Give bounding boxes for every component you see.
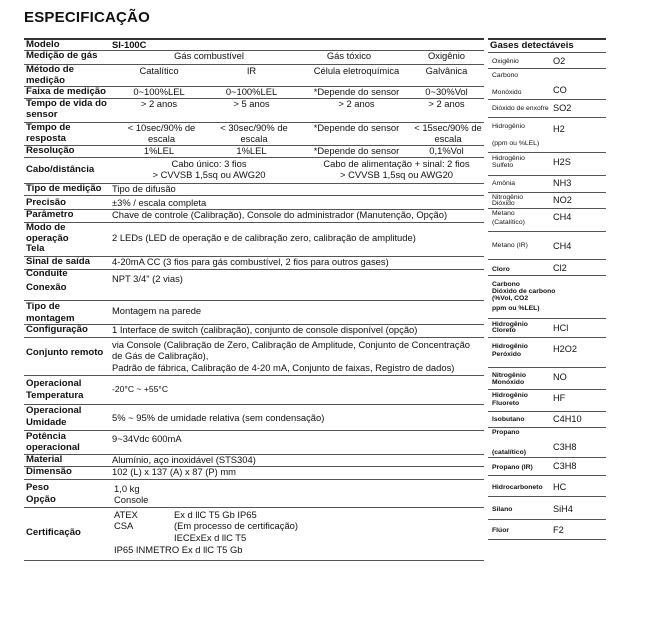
page-title: ESPECIFICAÇÃO (24, 9, 150, 26)
value: ±3% / escala completa (112, 197, 207, 208)
gas-formula: HC (553, 482, 567, 492)
gas-name: Dióxido (492, 200, 515, 207)
label: Operacional Umidade (26, 405, 82, 428)
cell-oxigenio: Oxigênio (427, 50, 465, 61)
row-sinal (24, 257, 484, 270)
label: Sinal de saída (26, 256, 90, 267)
gas-name: Hidrogênio (492, 392, 528, 399)
label-resposta: Tempo de resposta (26, 122, 71, 144)
gases-table (488, 38, 606, 540)
gas-name: Fluoreto (492, 400, 520, 407)
row-material (24, 455, 484, 467)
cell: > 5 anos (233, 98, 270, 109)
gas-row (488, 53, 606, 69)
value: Alumínio, aço inoxidável (STS304) (112, 454, 256, 465)
label: Precisão (26, 197, 67, 208)
gas-row (488, 412, 606, 428)
cell: > 2 anos (428, 98, 465, 109)
gas-formula: CH4 (553, 212, 572, 222)
cell: Catalítico (139, 65, 179, 76)
value: 1,0 kg (114, 483, 140, 494)
cell: > 2 anos (338, 98, 375, 109)
gas-name: Isobutano (492, 416, 525, 423)
row-tipo-medicao (24, 184, 484, 196)
gas-formula: NH3 (553, 178, 572, 188)
label: Conduite Conexão (26, 268, 68, 293)
cert-line: Ex d llC T5 Gb IP65 (174, 509, 257, 520)
gas-name: Silano (492, 506, 513, 513)
cert-line: (Em processo de certificação) (174, 520, 299, 531)
gas-row (488, 390, 606, 412)
cell: < 15sec/90% de escala (414, 122, 482, 144)
gas-name: (ppm ou %LEL) (492, 140, 540, 147)
label: Dimensão (26, 466, 72, 477)
gas-row (488, 458, 606, 476)
gas-name: Sulfeto (492, 162, 514, 169)
row-potencia (24, 431, 484, 455)
cell: *Depende do sensor (313, 122, 400, 133)
label: Conjunto remoto (26, 347, 104, 358)
gas-name: Propano (IR) (492, 464, 533, 471)
gas-row (488, 428, 606, 458)
gas-row (488, 520, 606, 540)
label: Configuração (26, 324, 88, 335)
gas-formula: H2O2 (553, 344, 578, 354)
gas-name: Hidrogênio (492, 123, 525, 130)
gas-formula: O2 (553, 56, 566, 66)
gas-formula: CH4 (553, 241, 572, 251)
gas-name: Cloro (492, 266, 510, 273)
gas-row (488, 193, 606, 209)
label: Certificação (26, 527, 81, 538)
cell-gas-toxico: Gás tóxico (326, 50, 372, 61)
gas-formula: NO (553, 372, 567, 382)
gas-name: Monóxido (492, 89, 522, 96)
label: Material (26, 454, 63, 465)
value: Padrão de fábrica, Calibração de 4-20 mA, Conjunto de faixas, Registro de dados) (112, 362, 455, 373)
gas-name: Nitrogênio (492, 194, 523, 201)
value: 2 LEDs (LED de operação e de calibração zero, calibração de amplitude) (112, 232, 416, 243)
gas-formula: F2 (553, 525, 564, 535)
label: Potência operacional (26, 431, 80, 453)
label: Opção (26, 494, 56, 505)
gas-formula: CO (553, 85, 567, 95)
gas-formula: NO2 (553, 195, 572, 205)
gas-row (488, 276, 606, 319)
label: Operacional Temperatura (26, 378, 84, 401)
value: -20°C ~ +55°C (112, 384, 169, 394)
gas-name: Cloreto (492, 327, 516, 334)
gas-row (488, 118, 606, 153)
cell: 0,1%Vol (429, 145, 464, 156)
gas-name: Metano (IR) (492, 242, 528, 249)
row-cabo (24, 158, 484, 184)
gas-row (488, 368, 606, 390)
gas-name: Flúor (492, 527, 509, 534)
cell: < 30sec/90% de escala (220, 122, 288, 144)
cert-line: CSA (114, 520, 134, 531)
gas-row (488, 476, 606, 497)
value: via Console (Calibração de Zero, Calibração de Amplitude, Conjunto de Concentração de Gás de Calibração), (112, 339, 471, 361)
cert-line: IP65 INMETRO Ex d llC T5 Gb (114, 544, 243, 555)
gas-formula: SiH4 (553, 504, 573, 514)
gas-formula: C3H8 (553, 442, 577, 452)
gas-name: Dióxido de enxofre (492, 105, 549, 112)
cell: > CVVSB 1,5sq ou AWG20 (340, 169, 453, 180)
label: Tipo de montagem (26, 301, 75, 324)
cell: IR (246, 65, 257, 76)
row-dimensao (24, 467, 484, 480)
label: Parâmetro (26, 209, 74, 220)
cell: Cabo único: 3 fios (171, 158, 247, 169)
row-precisao (24, 196, 484, 210)
gas-name: Metano (492, 210, 515, 217)
label: Peso (26, 482, 49, 493)
row-vida (24, 99, 484, 123)
spec-table (24, 38, 484, 561)
gas-name: Oxigênio (492, 58, 519, 65)
cell: > 2 anos (140, 98, 178, 109)
cell: *Depende do sensor (313, 145, 400, 156)
gas-formula: Cl2 (553, 263, 567, 273)
value: Console (114, 494, 149, 505)
cell-gas-combustivel: Gás combustível (174, 50, 244, 61)
value: 102 (L) x 137 (A) x 87 (P) mm (112, 466, 236, 477)
gases-header: Gases detectáveis (488, 38, 606, 53)
row-modo (24, 223, 484, 257)
cell: Célula eletroquímica (313, 65, 400, 76)
row-parametro (24, 210, 484, 223)
label-medicao: Medição de gás (26, 50, 98, 61)
row-configuracao (24, 325, 484, 338)
row-resolucao (24, 146, 484, 158)
cell: 1%LEL (236, 145, 267, 156)
gas-formula: C4H10 (553, 414, 582, 424)
label-modelo: Modelo (26, 39, 60, 50)
gas-row (488, 497, 606, 520)
label-resolucao: Resolução (26, 145, 75, 156)
gas-row (488, 319, 606, 338)
gas-name: ppm ou %LEL) (492, 305, 540, 312)
value: Tipo de difusão (112, 183, 176, 194)
cell: 0~30%Vol (425, 86, 468, 97)
row-op-umid (24, 405, 484, 431)
row-conduite (24, 270, 484, 301)
gas-row (488, 232, 606, 260)
gas-name: Dióxido de carbono (492, 288, 556, 295)
gas-row (488, 260, 606, 276)
gas-row (488, 338, 606, 368)
label-metodo: Método de medição (26, 64, 74, 86)
row-medicao (24, 51, 484, 65)
gas-name: Hidrogênio (492, 155, 525, 162)
gas-name: Propano (492, 429, 520, 436)
gas-name: (catalítico) (492, 449, 526, 456)
row-montagem (24, 301, 484, 325)
row-op-temp (24, 376, 484, 405)
cell: > CVVSB 1,5sq ou AWG20 (152, 169, 266, 180)
label: Modo de operação Tela (26, 222, 69, 254)
cell: 0~100%LEL (133, 86, 185, 97)
gas-formula: HCl (553, 323, 569, 333)
value-modelo: SI-100C (112, 39, 147, 50)
gas-row (488, 176, 606, 193)
gas-formula: HF (553, 393, 566, 403)
cell: < 10sec/90% de escala (127, 122, 196, 144)
label-faixa: Faixa de medição (26, 86, 106, 97)
gas-formula: C3H8 (553, 461, 577, 471)
gas-name: (%Vol, CO2 (492, 295, 529, 302)
value: 1 Interface de switch (calibração), conjunto de console disponível (opção) (112, 324, 418, 335)
gas-row (488, 69, 606, 100)
gas-name: Monóxido (492, 379, 525, 386)
cell: 1%LEL (143, 145, 175, 156)
value: Chave de controle (Calibração), Console do administrador (Manutenção, Opção) (112, 209, 448, 220)
gas-name: Amônia (492, 180, 516, 187)
value: NPT 3/4" (2 vias) (112, 273, 183, 284)
gas-row (488, 209, 606, 232)
row-remoto (24, 338, 484, 376)
label-vida: Tempo de vida do sensor (26, 98, 107, 120)
gas-formula: H2 (553, 124, 565, 134)
row-peso-opcao (24, 480, 484, 507)
gas-formula: SO2 (553, 103, 572, 113)
gas-name: Carbono (492, 281, 520, 288)
gas-row (488, 153, 606, 176)
gas-formula: H2S (553, 157, 571, 167)
label-cabo: Cabo/distância (26, 164, 95, 175)
cert-line: ATEX (114, 509, 138, 520)
cell: *Depende do sensor (313, 86, 400, 97)
value: 9~34Vdc 600mA (112, 433, 182, 444)
gas-name: Peróxido (492, 351, 522, 358)
row-resposta (24, 123, 484, 146)
label: Tipo de medição (26, 183, 102, 194)
cell: 0~100%LEL (225, 86, 278, 97)
value: 4-20mA CC (3 fios para gás combustível, 2 fios para outros gases) (112, 256, 389, 267)
gas-name: Hidrocarboneto (492, 484, 543, 491)
cert-line: IECExEx d llC T5 (174, 532, 247, 543)
cell: Galvânica (425, 65, 468, 76)
row-metodo (24, 65, 484, 87)
gas-name: Nitrogênio (492, 372, 526, 379)
cell: Cabo de alimentação + sinal: 2 fios (323, 158, 470, 169)
gas-name: Hidrogênio (492, 343, 528, 350)
value: Montagem na parede (112, 305, 202, 316)
gas-row (488, 100, 606, 118)
gas-name: Hidrogênio (492, 321, 528, 328)
gas-name: (Catalítico) (492, 219, 525, 226)
value: 5% ~ 95% de umidade relativa (sem condensação) (112, 412, 325, 423)
gas-name: Carbono (492, 72, 519, 79)
row-certificacao (24, 507, 484, 561)
